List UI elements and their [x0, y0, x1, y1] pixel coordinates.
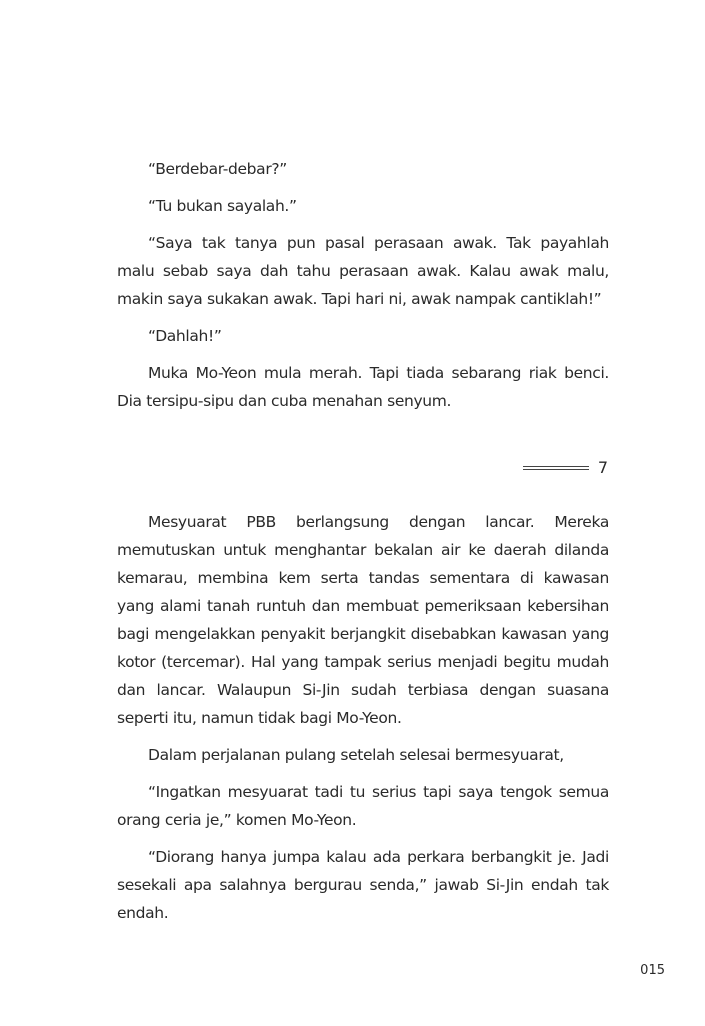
section-two-text — [117, 508, 609, 936]
paragraph: “Ingatkan mesyuarat tadi tu serius tapi saya tengok semua orang ceria je,” komen Mo-Yeon. — [117, 783, 609, 829]
section-marker — [523, 458, 608, 478]
paragraph: “Tu bukan sayalah.” — [148, 197, 297, 215]
paragraph: “Saya tak tanya pun pasal perasaan awak. Tak payahlah malu sebab saya dah tahu perasaan awak. Kalau awak malu, makin saya sukakan awak. Tapi hari ni, awak nampak cantiklah!” — [117, 234, 609, 308]
paragraph: “Berdebar-debar?” — [148, 160, 287, 178]
section-one-text — [117, 155, 609, 424]
paragraph: “Dahlah!” — [148, 327, 222, 345]
section-divider-rule — [523, 466, 589, 470]
paragraph: Muka Mo-Yeon mula merah. Tapi tiada sebarang riak benci. Dia tersipu-sipu dan cuba menahan senyum. — [117, 364, 609, 410]
paragraph: Mesyuarat PBB berlangsung dengan lancar. Mereka memutuskan untuk menghantar bekalan air ke daerah dilanda kemarau, membina kem serta tandas sementara di kawasan yang alami tanah runtuh dan membuat pemeriksaan kebersihan bagi mengelakkan penyakit berjangkit disebabkan kawasan yang kotor (tercemar). Hal yang tampak serius menjadi begitu mudah dan lancar. Walaupun Si-Jin sudah terbiasa dengan suasana seperti itu, namun tidak bagi Mo-Yeon. — [117, 513, 609, 727]
section-number: 7 — [597, 458, 608, 477]
page-number: 015 — [640, 963, 665, 978]
paragraph: “Diorang hanya jumpa kalau ada perkara berbangkit je. Jadi sesekali apa salahnya bergurau senda,” jawab Si-Jin endah tak endah. — [117, 848, 609, 922]
paragraph: Dalam perjalanan pulang setelah selesai bermesyuarat, — [148, 746, 564, 764]
